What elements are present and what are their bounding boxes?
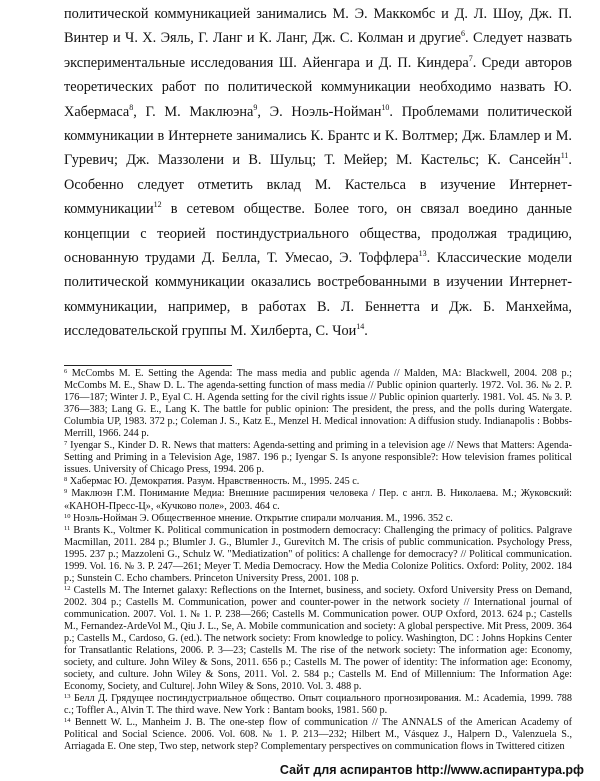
footnote-7 <box>64 440 572 476</box>
footnote-14 <box>64 717 572 753</box>
footnote-text: McCombs M. E. Setting the Agenda: The mass media and public agenda // Malden, MA: Blackwell, 2004. 208 p.; McCombs M. E., Shaw D. L. The agenda-setting function of mass media // Public opinion quarterly. 1972. Vol. 36. № 2. P. 176—187; Winter J. P., Eyal C. H. Agenda setting for the civil rights issue // Public opinion quarterly. 1981. Vol. 45. № 3. P. 376—383; Lang G. E., Lang K. The battle for public opinion: The president, the press, and the polls during Watergate. Columbia UP, 1983. 372 p.; Coleman J. S., Katz E., Menzel H. Medical innovation: A diffusion study. Indianapolis : Bobbs-Merrill, 1966. 244 p. <box>64 368 572 440</box>
footnote-12 <box>64 585 572 693</box>
footnote-number: 14 <box>64 717 71 725</box>
footnote-11 <box>64 525 572 585</box>
footnote-number: 9 <box>64 488 68 496</box>
footnotes <box>64 368 572 754</box>
footnote-10 <box>64 513 572 525</box>
footnote-text: Белл Д. Грядущее постиндустриальное общество. Опыт социального прогнозирования. М.: Academia, 1999. 788 c.; Toffler A., Alvin T. The third wave. New York : Bantam books, 1981. 560 p. <box>64 693 572 717</box>
footnote-8 <box>64 476 572 488</box>
footnote-text: Маклюэн Г.М. Понимание Медиа: Внешние расширения человека / Пер. с англ. В. Николаева. М.; Жуковский: «КАНОН-Пресс-Ц», «Кучково поле», 2003. 464 с. <box>64 488 572 512</box>
footnote-text: Brants K., Voltmer K. Political communication in postmodern democracy: Challenging the primacy of politics. Palgrave Macmillan, 2011. 284 p.; Blumler J. G., Blumler J., Gurevitch M. The crisis of public communication. Psychology Press, 1995. 237 p.; Mazzoleni G., Schulz W. "Mediatization" of politics: A challenge for democracy? // Political communication. 1999. Vol. 16. № 3. P. 247—261; Meyer T. Media Democracy. How the Media Colonize Politics. Oxford: Polity, 2002. 184 p.; Sunstein C. Echo chambers. Princeton University Press, 2001. 108 p. <box>64 524 572 584</box>
footnote-6 <box>64 368 572 440</box>
footnote-13 <box>64 693 572 717</box>
footnote-number: 10 <box>64 512 71 520</box>
footnote-number: 13 <box>64 693 71 701</box>
footnote-number: 8 <box>64 476 68 484</box>
site-footer-link[interactable]: Сайт для аспирантов http://www.аспирантура.рф <box>279 763 584 777</box>
footnote-text: Castells M. The Internet galaxy: Reflections on the Internet, business, and society. Oxford University Press on Demand, 2002. 304 p.; Castells M. Communication, power and counter-power in the network society // International journal of communication. 2007. Vol. 1. № 1. P. 238—266; Castells M. Communication power. OUP Oxford, 2013. 624 p.; Castells M., Fernandez-ArdeVol M., Qiu J. L., Se, A. Mobile communication and society: A global perspective. Mit Press, 2009. 364 p.; Castells M., Cardoso, G. (ed.). The network society: From knowledge to policy. Washington, DC : Johns Hopkins Center for Transatlantic Relations, 2006. P. 3—23; Castells M. The rise of the network society: The information age: Economy, society, and culture. John Wiley & Sons, 2011. 656 p.; Castells M. The power of identity: The information age: Economy, society, and culture. John Wiley & Sons, 2011. Vol. 2. 584 p.; Castells M. End of Millennium: The Information Age: Economy, Society, and Culture|. John Wiley & Sons, 2010. Vol. 3. 488 p. <box>64 584 572 693</box>
footnote-separator <box>64 365 232 366</box>
footnote-number: 6 <box>64 368 68 375</box>
footnote-9 <box>64 488 572 512</box>
body-text <box>64 2 572 344</box>
footnote-text: Iyengar S., Kinder D. R. News that matters: Agenda-setting and priming in a television age // News that Matters: Agenda-Setting and Priming in a Television Age, 1987. 196 p.; Iyengar S. Is anyone responsible?: How television frames political issues. University of Chicago Press, 1994. 206 p. <box>64 440 572 476</box>
footnote-text: Bennett W. L., Manheim J. B. The one-step flow of communication // The ANNALS of the American Academy of Political and Social Science. 2006. Vol. 608. № 1. P. 213—232; Hilbert M., Vásquez J., Halpern D., Valenzuela S., Arriagada E. One step, Two step, network step? Complementary perspectives on communication flows in Twittered citizen <box>64 717 572 753</box>
footnote-number: 11 <box>64 524 71 532</box>
footnote-number: 12 <box>64 584 71 592</box>
footnote-number: 7 <box>64 440 68 448</box>
body-paragraph: политической коммуникацией занимались М. Э. Маккомбс и Д. Л. Шоу, Дж. П. Винтер и Ч. Х. Эяль, Г. Ланг и К. Ланг, Дж. С. Колман и другие$^6$. Следует назвать экспериментальные исследования Ш. Айенгара и Д. П. Киндера$^7$. Среди авторов теоретических работ по политической коммуникации необходимо назвать Ю. Хабермаса$^8$, Г. М. Маклюэна$^9$, Э. Ноэль-Нойман$^{10}$. Проблемами политической коммуникации в Интернете занимались К. Брантс и К. Волтмер; Дж. Бламлер и М. Гуревич; Дж. Маззолени и В. Шульц; Т. Мейер; М. Кастельс; К. Сансейн$^{11}$. Особенно следует отметить вклад М. Кастельса в изучение Интернет-коммуникации$^{12}$ в сетевом обществе. Более того, он связал воедино данные концепции с теорией постиндустриального общества, продолжая традицию, основанную трудами Д. Белла, Т. Умесао, Э. Тоффлера$^{13}$. Классические модели политической коммуникации оказались востребованными в изучении Интернет-коммуникации, например, в работах В. Л. Беннетта и Дж. Б. Манхейма, исследовательской группы М. Хилберта, С. Чои$^{14}$. <box>64 6 572 340</box>
footnote-text: Хабермас Ю. Демократия. Разум. Нравственность. М., 1995. 245 с. <box>67 476 360 488</box>
footnote-text: Ноэль-Нойман Э. Общественное мнение. Открытие спирали молчания. М., 1996. 352 с. <box>70 512 453 524</box>
